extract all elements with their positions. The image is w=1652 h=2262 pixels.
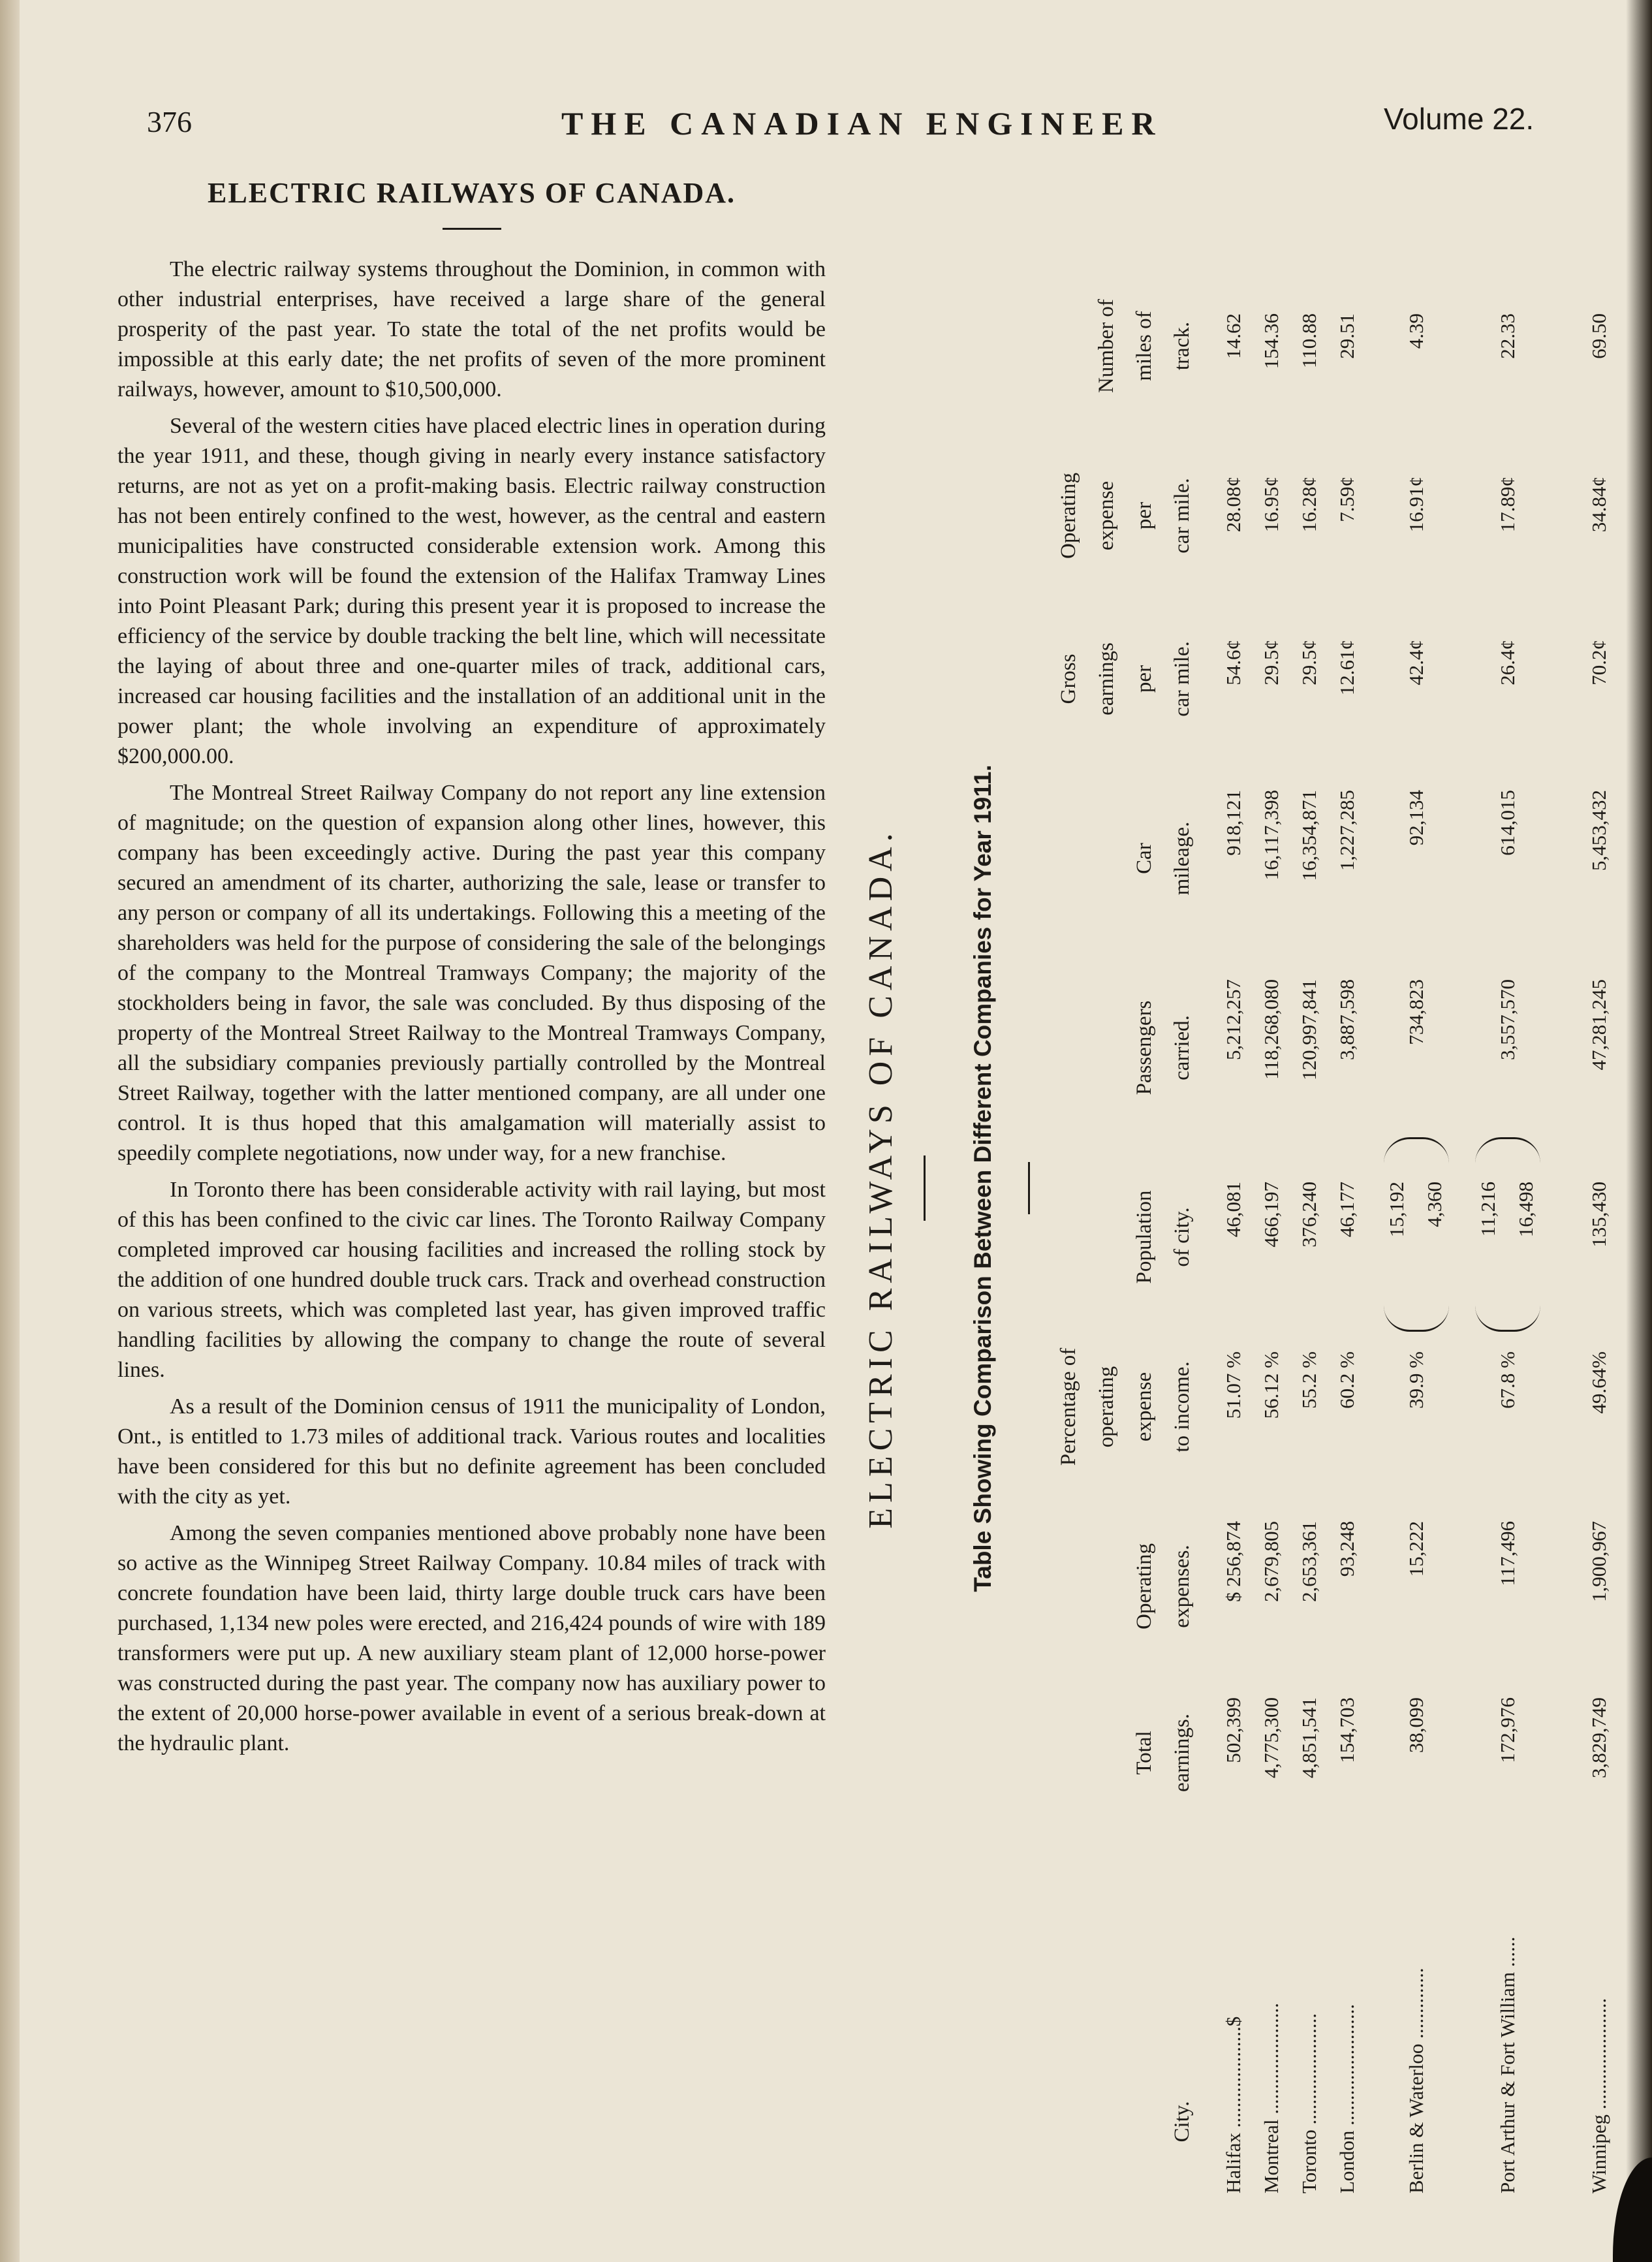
population-brace-left bbox=[1384, 1304, 1449, 1332]
city-name: Halifax bbox=[1222, 2133, 1245, 2193]
cell-percentage: 67.8 % bbox=[1496, 1351, 1519, 1409]
cell-miles-track: 14.62 bbox=[1222, 313, 1245, 359]
city-name: Port Arthur & Fort William bbox=[1496, 1971, 1519, 2193]
cell-percentage: 55.2 % bbox=[1298, 1351, 1320, 1409]
header-passengers bbox=[1125, 966, 1201, 1129]
cell-miles-track: 4.39 bbox=[1405, 313, 1427, 349]
cell-operating-expenses: 1,900,967 bbox=[1587, 1521, 1610, 1602]
cell-passengers: 3,887,598 bbox=[1335, 979, 1358, 1060]
header-line: track. bbox=[1170, 321, 1194, 371]
dot-leader: .............. bbox=[1405, 1968, 1427, 2039]
dot-leader: ...... bbox=[1496, 1936, 1519, 1968]
article-paragraph: The Montreal Street Railway Company do not report any line extension of magnitude; on the question of expansion along other lines, however, this company has been exceedingly active. During the past year this company secured an amendment of its charter, authorizing the sale, lease or transfer to any person or company of all its undertakings. Following this a meeting of the shareholders was held for the purpose of considering the sale of the belongings of the company to the Montreal Tramways Company; the majority of the stockholders being in favor, the sale was concluded. By thus disposing of the property of the Montreal Street Railway to the Montreal Tramways Company, all the subsidiary companies previously partially controlled by the Montreal Street Railway, together with the latter mentioned company, are all under one control. It is thus hoped that this amalgamation will materially assist to speedily complete negotiations, now under way, for a new franchise. bbox=[117, 781, 826, 1165]
dot-leader: ...................... bbox=[1587, 1998, 1610, 2110]
cell-total-earnings: 154,703 bbox=[1335, 1697, 1358, 1763]
cell-total-earnings: 3,829,749 bbox=[1587, 1697, 1610, 1778]
header-line: City. bbox=[1170, 2101, 1194, 2143]
city-name: London bbox=[1335, 2130, 1358, 2193]
header-city bbox=[1163, 2063, 1201, 2180]
header-line: to income. bbox=[1170, 1361, 1194, 1453]
header-line: operating bbox=[1095, 1366, 1118, 1448]
cell-population: 466,197 bbox=[1260, 1182, 1283, 1248]
cell-passengers: 5,212,257 bbox=[1222, 979, 1245, 1060]
population-brace-left bbox=[1475, 1304, 1540, 1332]
header-line: Total bbox=[1132, 1731, 1156, 1775]
page-edge-shadow bbox=[1626, 0, 1652, 2262]
cell-percentage: 60.2 % bbox=[1335, 1351, 1358, 1409]
table-row bbox=[1290, 163, 1329, 2193]
header-line: Gross bbox=[1057, 653, 1080, 704]
table-row bbox=[1580, 163, 1619, 2193]
cell-gross-per-mile: 26.4¢ bbox=[1496, 640, 1519, 685]
journal-title: THE CANADIAN ENGINEER bbox=[561, 105, 1163, 142]
table-header bbox=[1044, 163, 1201, 2193]
cell-opex-per-mile: 7.59¢ bbox=[1335, 477, 1358, 522]
cell-population: 15,192 bbox=[1385, 1182, 1408, 1238]
cell-miles-track: 110.88 bbox=[1298, 313, 1320, 369]
cell-gross-per-mile: 29.5¢ bbox=[1298, 640, 1320, 685]
dot-leader: ....................$ bbox=[1222, 2016, 1245, 2128]
header-line: earnings bbox=[1095, 642, 1118, 715]
cell-city bbox=[1580, 1828, 1619, 2193]
article-paragraph: Among the seven companies mentioned above probably none have been so active as the Winnipeg Street Railway Company. 10.84 miles of track with concrete foundation have been laid, thirty large double truck cars have been purchased, 1,134 new poles were erected, and 216,424 pounds of wire with 189 transformers were put up. A new auxiliary steam plant of 12,000 horse-power was constructed during the past year. The company now has auxiliary power to the extent of 20,000 horse-power available in event of a serious break-down at the hydraulic plant. bbox=[117, 1521, 826, 1755]
cell-city bbox=[1290, 1828, 1329, 2193]
cell-car-mileage: 1,227,285 bbox=[1335, 790, 1358, 871]
header-line: of city. bbox=[1170, 1207, 1194, 1267]
cell-city bbox=[1252, 1828, 1291, 2193]
cell-city bbox=[1328, 1828, 1367, 2193]
cell-car-mileage: 92,134 bbox=[1405, 790, 1427, 846]
cell-population: 376,240 bbox=[1298, 1182, 1320, 1248]
volume-label: Volume 22. bbox=[1384, 102, 1535, 136]
cell-operating-expenses: 2,679,805 bbox=[1260, 1521, 1283, 1602]
cell-city bbox=[1214, 1828, 1253, 2193]
title-rule bbox=[443, 228, 501, 230]
cell-population: 135,430 bbox=[1587, 1182, 1610, 1248]
city-name: Winnipeg bbox=[1587, 2114, 1610, 2193]
cell-population: 4,360 bbox=[1423, 1182, 1446, 1227]
cell-miles-track: 22.33 bbox=[1496, 313, 1519, 359]
cell-gross-per-mile: 54.6¢ bbox=[1222, 640, 1245, 685]
page-corner-shadow bbox=[1613, 2158, 1652, 2262]
cell-total-earnings: 38,099 bbox=[1405, 1697, 1427, 1753]
cell-miles-track: 154.36 bbox=[1260, 313, 1283, 369]
article-paragraph: The electric railway systems throughout the Dominion, in common with other industrial enterprises, have received a large share of the general prosperity of the past year. To state the total of the net profits would be impossible at this early date; the net profits of seven of the more prominent railways, however, amount to $10,500,000. bbox=[117, 257, 826, 401]
table-subtitle-rule bbox=[1028, 1162, 1030, 1214]
header-gross-per-mile bbox=[1050, 620, 1201, 738]
cell-gross-per-mile: 12.61¢ bbox=[1335, 640, 1358, 696]
header-opex-per-mile bbox=[1050, 457, 1201, 574]
article-paragraph: In Toronto there has been considerable activity with rail laying, but most of this has been confined to the civic car lines. The Toronto Railway Company completed improved car housing facilities and increased the rolling stock by the addition of one hundred double truck cars. Track and overhead construction on various streets, which was completed last year, has given improved traffic handling facilities by allowing the company to change the route of several lines. bbox=[117, 1178, 826, 1382]
rotated-statistics-table bbox=[849, 163, 1610, 2193]
table-row bbox=[1214, 163, 1253, 2193]
cell-total-earnings: 502,399 bbox=[1222, 1697, 1245, 1763]
header-line: mileage. bbox=[1170, 821, 1194, 896]
cell-car-mileage: 16,354,871 bbox=[1298, 790, 1320, 881]
table-row bbox=[1469, 163, 1547, 2193]
cell-opex-per-mile: 16.28¢ bbox=[1298, 477, 1320, 533]
cell-population: 11,216 bbox=[1476, 1182, 1499, 1237]
header-population bbox=[1125, 1162, 1201, 1312]
cell-operating-expenses: 2,653,361 bbox=[1298, 1521, 1320, 1602]
cell-opex-per-mile: 17.89¢ bbox=[1496, 477, 1519, 533]
cell-miles-track: 69.50 bbox=[1587, 313, 1610, 359]
cell-car-mileage: 5,453,432 bbox=[1587, 790, 1610, 871]
header-percentage-operating bbox=[1050, 1325, 1201, 1488]
header-line: earnings. bbox=[1170, 1713, 1194, 1793]
cell-car-mileage: 16,117,398 bbox=[1260, 790, 1283, 881]
header-line: Passengers bbox=[1132, 1000, 1156, 1095]
header-line: per bbox=[1132, 665, 1156, 693]
header-line: Operating bbox=[1057, 473, 1080, 559]
header-line: Operating bbox=[1132, 1543, 1156, 1629]
header-miles-of-track bbox=[1087, 281, 1201, 411]
cell-gross-per-mile: 70.2¢ bbox=[1587, 640, 1610, 685]
cell-gross-per-mile: 29.5¢ bbox=[1260, 640, 1283, 685]
page-number: 376 bbox=[147, 105, 192, 138]
cell-percentage: 49.64% bbox=[1587, 1351, 1610, 1414]
cell-operating-expenses: 15,222 bbox=[1405, 1521, 1427, 1577]
cell-operating-expenses: 93,248 bbox=[1335, 1521, 1358, 1577]
population-brace-right bbox=[1384, 1137, 1449, 1165]
dot-leader: ...................... bbox=[1298, 2013, 1320, 2125]
cell-percentage: 39.9 % bbox=[1405, 1351, 1427, 1409]
cell-operating-expenses: $ 256,874 bbox=[1222, 1521, 1245, 1602]
header-line: Percentage of bbox=[1057, 1347, 1080, 1466]
article-column bbox=[117, 176, 826, 1765]
city-name: Montreal bbox=[1260, 2119, 1283, 2193]
table-title-rule bbox=[924, 1155, 926, 1221]
article-paragraph: As a result of the Dominion census of 1911 the municipality of London, Ont., is entitled to 1.73 miles of additional track. Various routes and localities have been considered for this but no definite agreement has been concluded with the city as yet. bbox=[117, 1394, 826, 1509]
city-name: Berlin & Waterloo bbox=[1405, 2043, 1427, 2193]
cell-percentage: 51.07 % bbox=[1222, 1351, 1245, 1419]
dot-leader: ........................ bbox=[1335, 2003, 1358, 2126]
table-row bbox=[1252, 163, 1291, 2193]
cell-operating-expenses: 117,496 bbox=[1496, 1521, 1519, 1586]
cell-population: 16,498 bbox=[1514, 1182, 1537, 1238]
cell-total-earnings: 4,851,541 bbox=[1298, 1697, 1320, 1778]
cell-opex-per-mile: 16.91¢ bbox=[1405, 477, 1427, 533]
article-paragraph: Several of the western cities have placed electric lines in operation during the year 1911, and these, though giving in nearly every instance satisfactory returns, are not as yet on a profit-making basis. Electric railway construction has not been entirely confined to the west, however, as the central and eastern municipalities have constructed considerable extension work. Among this construction work will be found the extension of the Halifax Tramway Lines into Point Pleasant Park; during this present year it is proposed to increase the efficiency of the service by double tracking the belt line, which will necessitate the laying of about three and one-quarter miles of track, additional cars, increased car housing facilities and the installation of an additional unit in the power plant; the whole involving an expenditure of approximately $200,000.00. bbox=[117, 414, 826, 768]
cell-passengers: 120,997,841 bbox=[1298, 979, 1320, 1080]
header-operating-expenses bbox=[1125, 1501, 1201, 1671]
cell-city bbox=[1488, 1828, 1527, 2193]
cell-passengers: 118,268,080 bbox=[1260, 979, 1283, 1080]
header-line: miles of bbox=[1132, 311, 1156, 381]
page-binding-edge bbox=[0, 0, 20, 2262]
cell-city bbox=[1397, 1828, 1436, 2193]
cell-total-earnings: 172,976 bbox=[1496, 1697, 1519, 1763]
cell-opex-per-mile: 16.95¢ bbox=[1260, 477, 1283, 533]
dot-leader: ...................... bbox=[1260, 2003, 1283, 2114]
header-total-earnings bbox=[1125, 1678, 1201, 1828]
cell-population: 46,081 bbox=[1222, 1182, 1245, 1238]
cell-passengers: 734,823 bbox=[1405, 979, 1427, 1045]
cell-gross-per-mile: 42.4¢ bbox=[1405, 640, 1427, 685]
cell-opex-per-mile: 28.08¢ bbox=[1222, 477, 1245, 533]
header-car-mileage bbox=[1125, 777, 1201, 940]
cell-passengers: 3,557,570 bbox=[1496, 979, 1519, 1060]
cell-car-mileage: 918,121 bbox=[1222, 790, 1245, 856]
table-row bbox=[1328, 163, 1367, 2193]
header-line: Number of bbox=[1095, 299, 1118, 393]
header-line: expense bbox=[1095, 480, 1118, 551]
table-subtitle: Table Showing Comparison Between Different Companies for Year 1911. bbox=[969, 764, 996, 1592]
header-line: Population bbox=[1132, 1190, 1156, 1284]
cell-passengers: 47,281,245 bbox=[1587, 979, 1610, 1071]
cell-car-mileage: 614,015 bbox=[1496, 790, 1519, 856]
table-title: ELECTRIC RAILWAYS OF CANADA. bbox=[862, 828, 899, 1529]
cell-miles-track: 29.51 bbox=[1335, 313, 1358, 359]
header-line: car mile. bbox=[1170, 478, 1194, 554]
city-name: Toronto bbox=[1298, 2129, 1320, 2193]
article-title: ELECTRIC RAILWAYS OF CANADA. bbox=[207, 177, 736, 209]
header-line: car mile. bbox=[1170, 641, 1194, 717]
header-line: Car bbox=[1132, 843, 1156, 874]
cell-total-earnings: 4,775,300 bbox=[1260, 1697, 1283, 1778]
cell-opex-per-mile: 34.84¢ bbox=[1587, 477, 1610, 533]
header-line: expenses. bbox=[1170, 1545, 1194, 1628]
population-brace-right bbox=[1475, 1137, 1540, 1165]
page-header bbox=[0, 104, 1652, 157]
header-line: per bbox=[1132, 501, 1156, 530]
cell-percentage: 56.12 % bbox=[1260, 1351, 1283, 1419]
header-line: expense bbox=[1132, 1372, 1156, 1442]
table-row bbox=[1377, 163, 1456, 2193]
cell-population: 46,177 bbox=[1335, 1182, 1358, 1238]
header-line: carried. bbox=[1170, 1015, 1194, 1080]
